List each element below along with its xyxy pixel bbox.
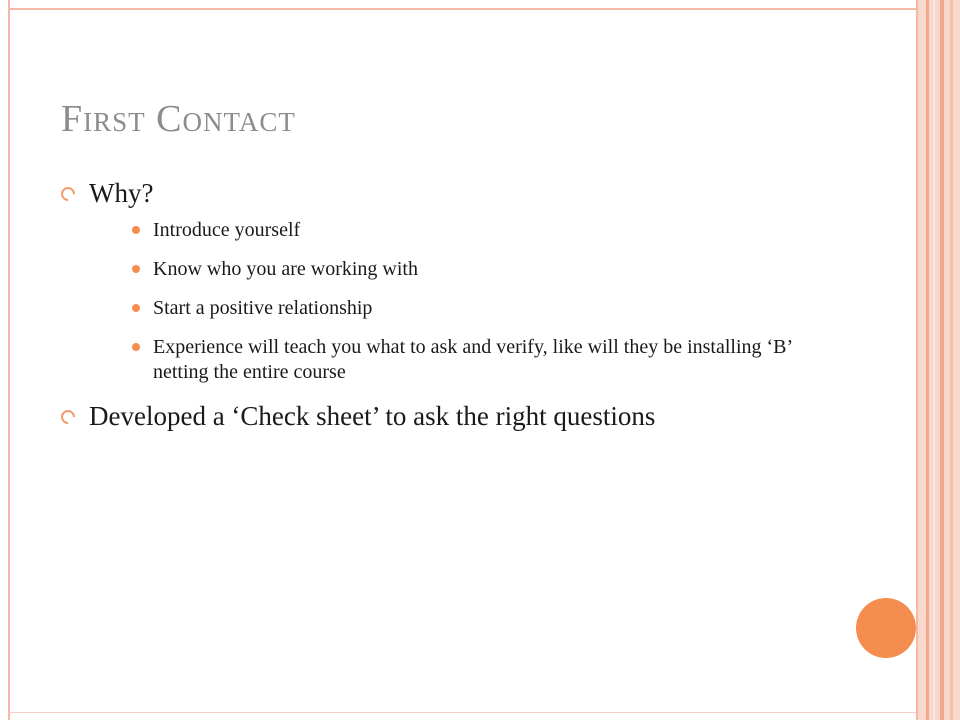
bullet-check-sheet [61, 399, 851, 433]
bullet-why [61, 176, 851, 385]
decorative-circle [856, 598, 916, 658]
decorative-band [918, 0, 960, 720]
sub-bullet-text: Start a positive relationship [153, 297, 373, 319]
sub-bullet-text: Know who you are working with [153, 258, 418, 280]
slide-frame-bottom [8, 712, 918, 713]
slide-frame-top [8, 8, 918, 10]
sub-bullet-text: Introduce yourself [153, 219, 301, 241]
decorative-band-line [933, 0, 935, 720]
bullet-text: Why? [89, 178, 154, 208]
sub-bullet-item [89, 335, 851, 385]
sub-bullet-text: Experience will teach you what to ask and verify, like will they be installing ‘B’ netting the entire course [153, 336, 792, 383]
sub-bullet-item [89, 218, 851, 243]
sub-bullet-item [89, 257, 851, 282]
bullet-marker-icon [58, 407, 78, 427]
sub-bullet-dot-icon [132, 343, 140, 351]
slide-body [61, 176, 851, 447]
decorative-band-line [940, 0, 944, 720]
bullet-marker-icon [58, 184, 78, 204]
decorative-band-line [926, 0, 929, 720]
sub-bullet-item [89, 296, 851, 321]
bullet-text: Developed a ‘Check sheet’ to ask the right questions [89, 401, 656, 431]
decorative-band-line [950, 0, 953, 720]
sub-bullet-dot-icon [132, 265, 140, 273]
sub-bullet-dot-icon [132, 226, 140, 234]
slide-frame-left [8, 0, 10, 720]
sub-bullet-list [89, 218, 851, 385]
slide-title: First Contact [61, 98, 296, 140]
sub-bullet-dot-icon [132, 304, 140, 312]
